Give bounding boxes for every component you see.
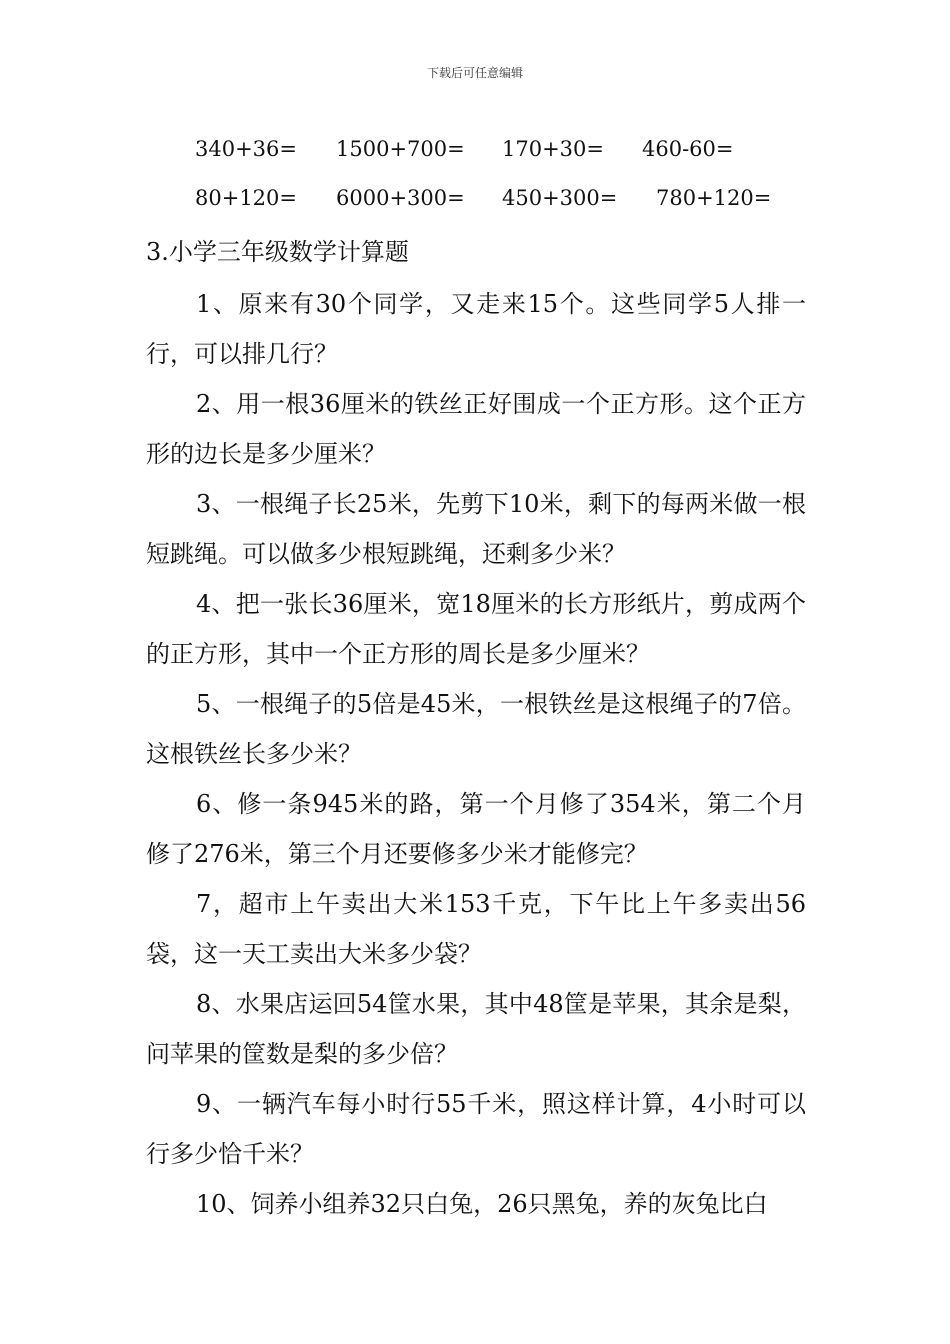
problem-item: 5、一根绳子的5倍是45米，一根铁丝是这根绳子的7倍。这根铁丝长多少米？ [146, 690, 806, 768]
problem-item: 7，超市上午卖出大米153千克，下午比上午多卖出56袋，这一天工卖出大米多少袋？ [146, 890, 806, 968]
problem-item: 8、水果店运回54筐水果，其中48筐是苹果，其余是梨，问苹果的筐数是梨的多少倍？ [146, 990, 806, 1068]
problem-list [146, 279, 806, 1229]
calc-expression: 170+30= [502, 137, 604, 161]
problem-item: 10、饲养小组养32只白兔，26只黑兔，养的灰兔比白 [196, 1190, 768, 1218]
problem-item: 6、修一条945米的路，第一个月修了354米，第二个月修了276米，第三个月还要修多少米才能修完？ [146, 790, 806, 868]
calc-row-2 [0, 186, 950, 216]
section-title: 3.小学三年级数学计算题 [146, 238, 409, 266]
calc-expression: 80+120= [195, 186, 297, 210]
problem-item: 9、一辆汽车每小时行55千米，照这样计算，4小时可以行多少恰千米？ [146, 1090, 806, 1168]
problem-item: 2、用一根36厘米的铁丝正好围成一个正方形。这个正方形的边长是多少厘米？ [146, 390, 806, 468]
calc-expression: 460-60= [642, 137, 734, 161]
calc-expression: 1500+700= [336, 137, 465, 161]
problem-item: 4、把一张长36厘米，宽18厘米的长方形纸片，剪成两个的正方形，其中一个正方形的周长是多少厘米？ [146, 590, 806, 668]
calc-expression: 450+300= [502, 186, 618, 210]
page-header-note: 下载后可任意编辑 [426, 66, 523, 80]
calc-row-1 [0, 137, 950, 167]
calc-expression: 6000+300= [336, 186, 465, 210]
calc-expression: 340+36= [195, 137, 297, 161]
problem-item: 1、原来有30个同学，又走来15个。这些同学5人排一行，可以排几行？ [146, 290, 806, 368]
calc-expression: 780+120= [656, 186, 772, 210]
problem-item: 3、一根绳子长25米，先剪下10米，剩下的每两米做一根短跳绳。可以做多少根短跳绳，还剩多少米？ [146, 490, 806, 568]
